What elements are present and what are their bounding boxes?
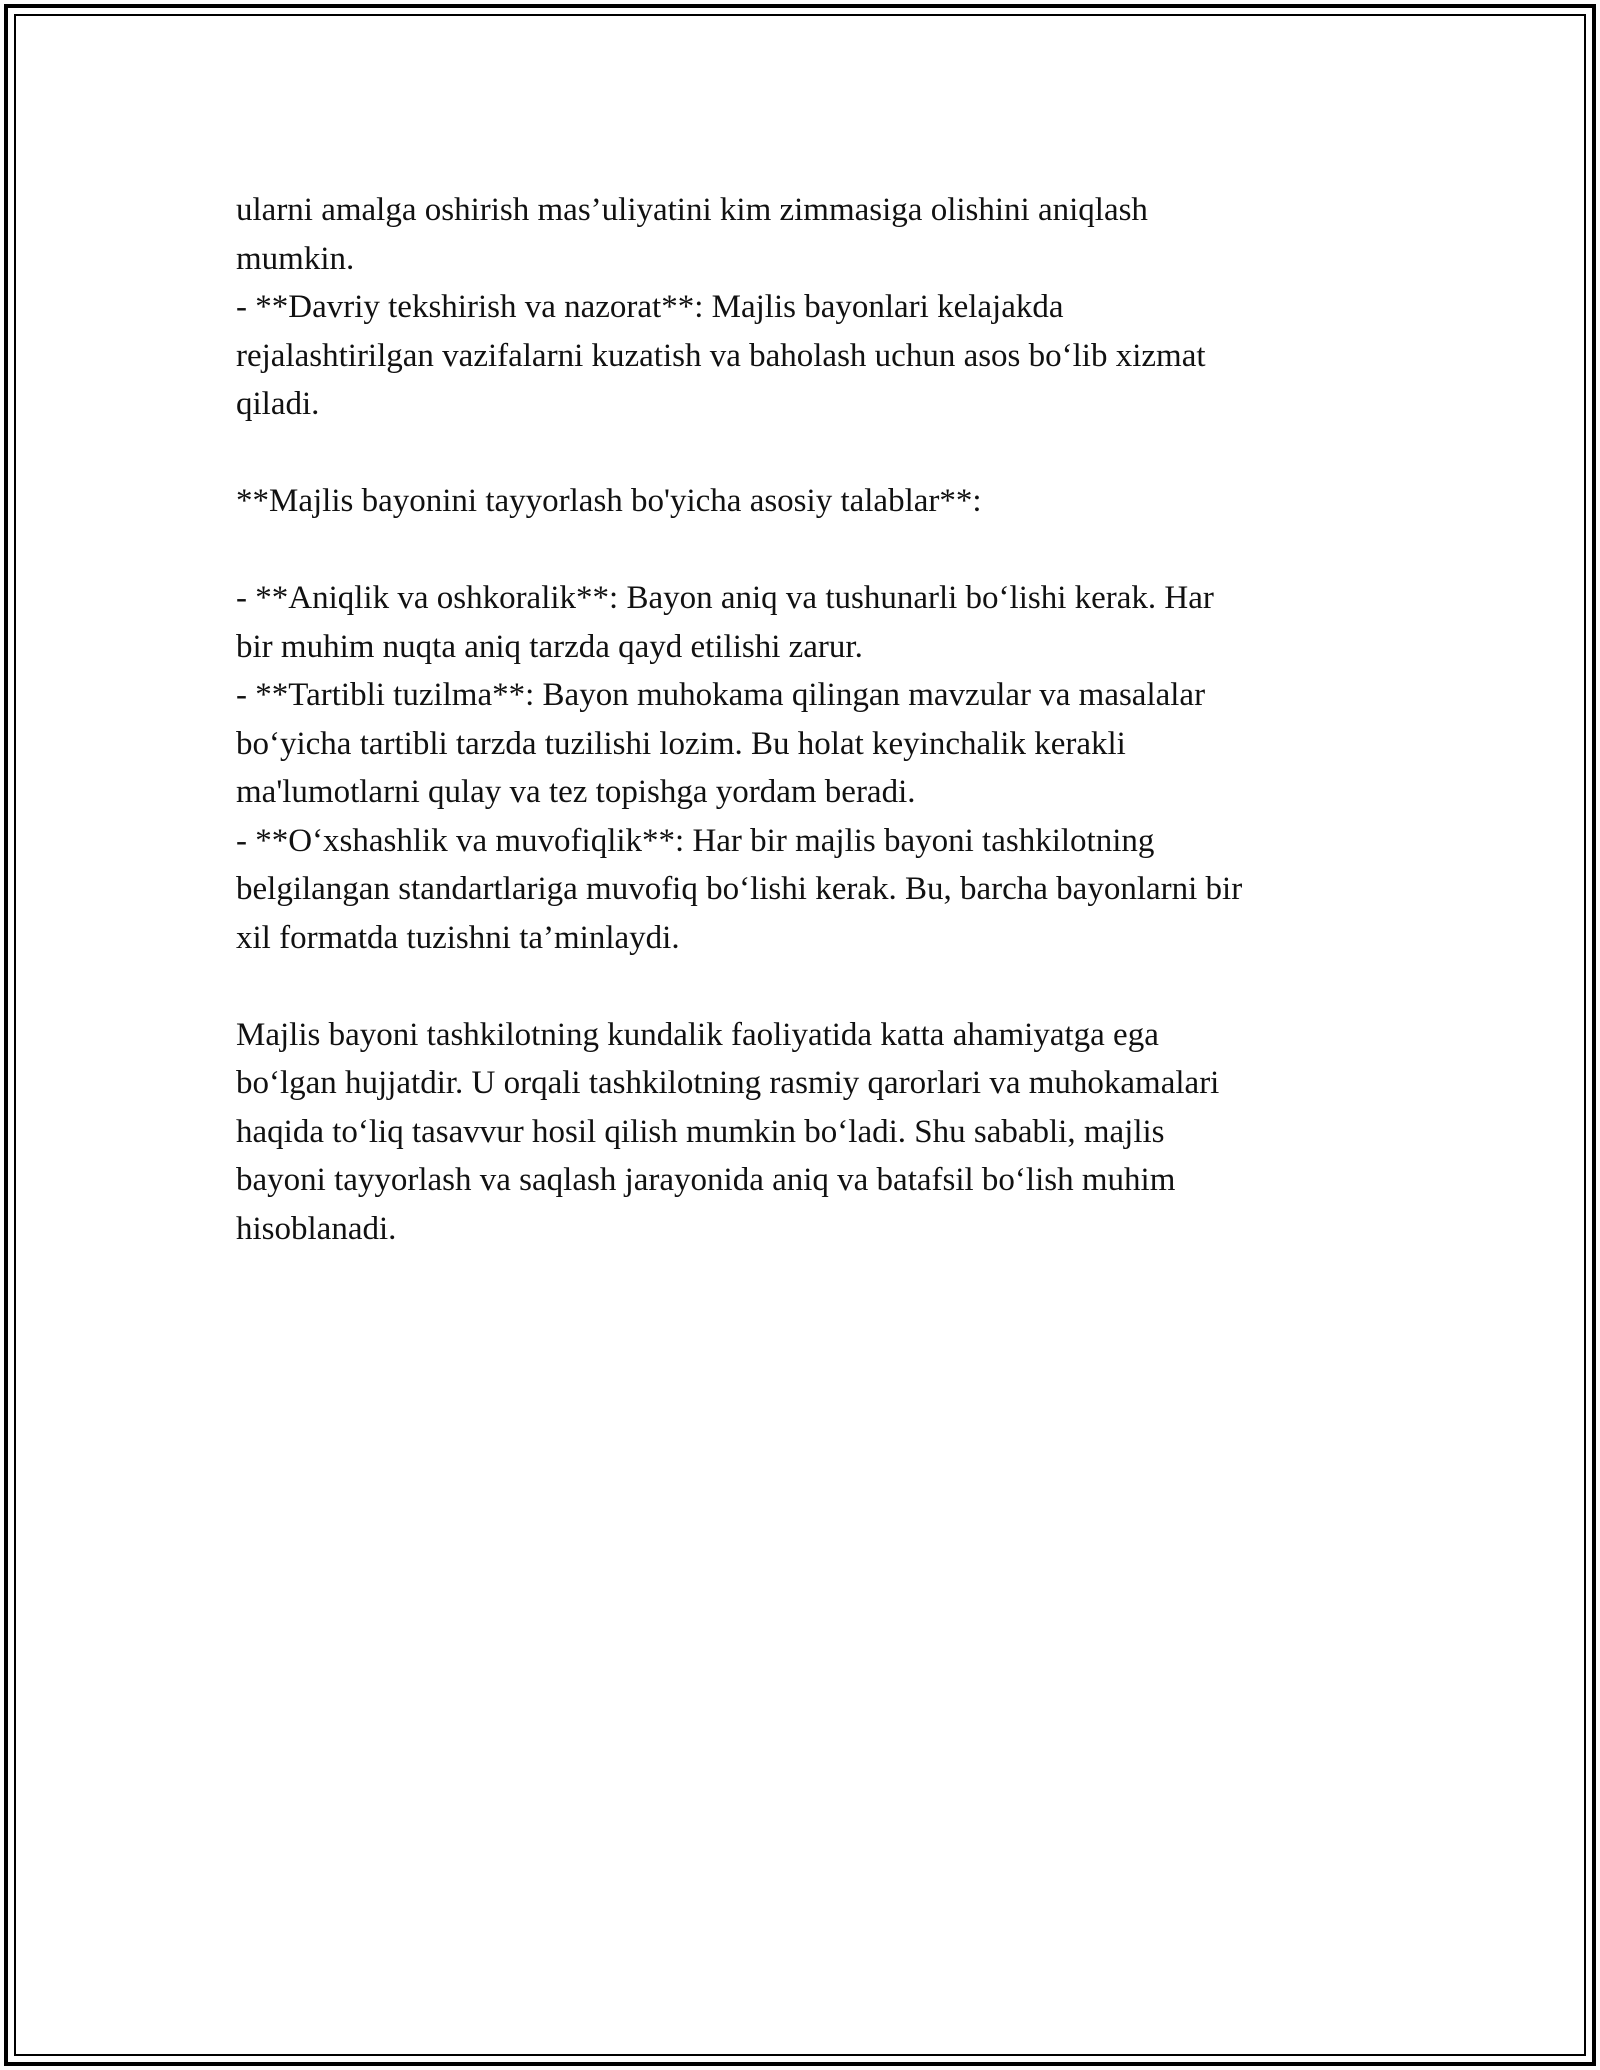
blank-line bbox=[236, 429, 1366, 478]
blank-line bbox=[236, 962, 1366, 1011]
text-line: ma'lumotlarni qulay va tez topishga yordam beradi. bbox=[236, 774, 916, 810]
text-line: bo‘lgan hujjatdir. U orqali tashkilotning rasmiy qarorlari va muhokamalari bbox=[236, 1065, 1220, 1101]
text-line: mumkin. bbox=[236, 240, 355, 277]
text-line: bir muhim nuqta aniq tarzda qayd etilishi zarur. bbox=[236, 628, 863, 665]
text-line: - **Tartibli tuzilma**: Bayon muhokama qilingan mavzular va masalalar bbox=[236, 677, 1206, 713]
text-line: rejalashtirilgan vazifalarni kuzatish va baholash uchun asos bo‘lib xizmat bbox=[236, 337, 1206, 374]
text-line: haqida to‘liq tasavvur hosil qilish mumkin bo‘ladi. Shu sababli, majlis bbox=[236, 1113, 1165, 1150]
text-line: belgilangan standartlariga muvofiq bo‘lishi kerak. Bu, barcha bayonlarni bir bbox=[236, 871, 1243, 907]
text-line: - **Davriy tekshirish va nazorat**: Majlis bayonlari kelajakda bbox=[236, 289, 1064, 325]
text-line: bayoni tayyorlash va saqlash jarayonida aniq va batafsil bo‘lish muhim bbox=[236, 1162, 1176, 1198]
document-body bbox=[236, 186, 1366, 1253]
text-line: bo‘yicha tartibli tarzda tuzilishi lozim. Bu holat keyinchalik kerakli bbox=[236, 725, 1126, 762]
text-line: - **Aniqlik va oshkoralik**: Bayon aniq va tushunarli bo‘lishi kerak. Har bbox=[236, 580, 1214, 616]
text-line: qiladi. bbox=[236, 386, 320, 422]
section-heading: **Majlis bayonini tayyorlash bo'yicha asosiy talablar**: bbox=[236, 483, 982, 519]
text-line: - **O‘xshashlik va muvofiqlik**: Har bir majlis bayoni tashkilotning bbox=[236, 822, 1155, 859]
text-line: Majlis bayoni tashkilotning kundalik faoliyatida katta ahamiyatga ega bbox=[236, 1016, 1159, 1053]
text-line: xil formatda tuzishni ta’minlaydi. bbox=[236, 919, 680, 956]
text-line: ularni amalga oshirish mas’uliyatini kim zimmasiga olishini aniqlash bbox=[236, 192, 1148, 228]
text-line: hisoblanadi. bbox=[236, 1210, 397, 1247]
blank-line bbox=[236, 526, 1366, 575]
